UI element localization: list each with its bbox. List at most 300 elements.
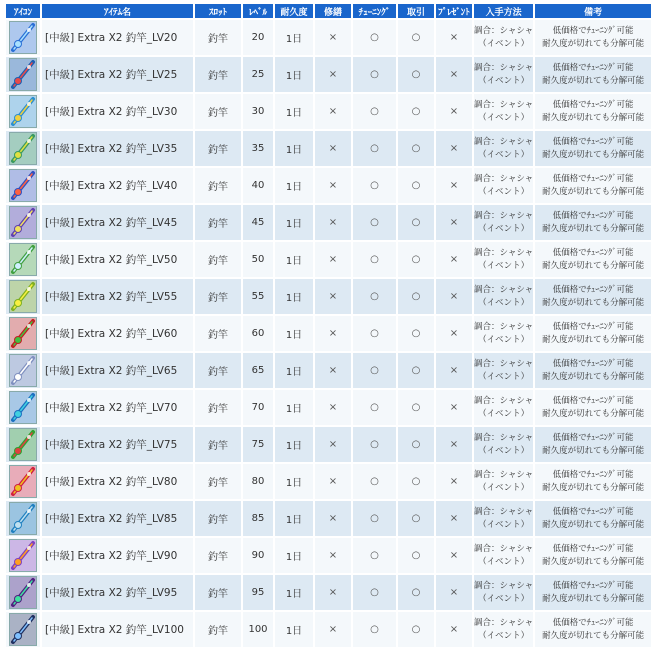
item-level: 70 <box>243 390 273 425</box>
item-remarks <box>535 427 651 462</box>
remark-tuning: 低価格でﾁｭｰﾆﾝｸﾞ可能 <box>552 25 634 36</box>
item-trade: ○ <box>398 94 434 129</box>
obtain-note: （イベント） <box>478 186 530 197</box>
remark-disassemble: 耐久度が切れても分解可能 <box>542 445 645 456</box>
item-trade: ○ <box>398 168 434 203</box>
item-trade: ○ <box>398 390 434 425</box>
item-tuning: ○ <box>353 316 396 351</box>
fishing-rod-icon <box>9 539 37 572</box>
item-level: 40 <box>243 168 273 203</box>
item-obtain <box>474 390 533 425</box>
item-trade: ○ <box>398 131 434 166</box>
item-present: × <box>436 612 472 647</box>
item-repair: × <box>315 612 351 647</box>
item-name: [中級] Extra X2 釣竿_LV65 <box>42 353 193 388</box>
item-icon-cell <box>6 390 40 425</box>
remark-disassemble: 耐久度が切れても分解可能 <box>542 149 645 160</box>
item-obtain <box>474 575 533 610</box>
obtain-method: 調合：シャシャ <box>474 173 534 184</box>
item-trade: ○ <box>398 538 434 573</box>
item-repair: × <box>315 390 351 425</box>
item-repair: × <box>315 353 351 388</box>
remark-tuning: 低価格でﾁｭｰﾆﾝｸﾞ可能 <box>552 506 634 517</box>
remark-disassemble: 耐久度が切れても分解可能 <box>542 75 645 86</box>
item-name: [中級] Extra X2 釣竿_LV30 <box>42 94 193 129</box>
fishing-rod-icon <box>9 243 37 276</box>
header-durability: 耐久度 <box>275 4 313 18</box>
fishing-rod-icon <box>9 465 37 498</box>
item-level: 50 <box>243 242 273 277</box>
item-durability: 1日 <box>275 501 313 536</box>
item-remarks <box>535 612 651 647</box>
item-present: × <box>436 205 472 240</box>
obtain-note: （イベント） <box>478 260 530 271</box>
item-level: 100 <box>243 612 273 647</box>
obtain-note: （イベント） <box>478 149 530 160</box>
item-present: × <box>436 20 472 55</box>
obtain-note: （イベント） <box>478 223 530 234</box>
item-durability: 1日 <box>275 242 313 277</box>
fishing-rod-icon <box>9 21 37 54</box>
obtain-note: （イベント） <box>478 593 530 604</box>
obtain-note: （イベント） <box>478 482 530 493</box>
item-durability: 1日 <box>275 353 313 388</box>
obtain-method: 調合：シャシャ <box>474 62 534 73</box>
item-tuning: ○ <box>353 131 396 166</box>
item-name: [中級] Extra X2 釣竿_LV100 <box>42 612 193 647</box>
item-trade: ○ <box>398 427 434 462</box>
remark-tuning: 低価格でﾁｭｰﾆﾝｸﾞ可能 <box>552 617 634 628</box>
table-row <box>6 20 651 55</box>
obtain-note: （イベント） <box>478 334 530 345</box>
header-tuning: ﾁｭｰﾆﾝｸﾞ <box>353 4 396 18</box>
item-tuning: ○ <box>353 427 396 462</box>
item-obtain <box>474 131 533 166</box>
item-repair: × <box>315 94 351 129</box>
item-level: 55 <box>243 279 273 314</box>
item-tuning: ○ <box>353 464 396 499</box>
item-name: [中級] Extra X2 釣竿_LV50 <box>42 242 193 277</box>
item-slot: 釣竿 <box>195 131 241 166</box>
table-row <box>6 57 651 92</box>
item-name: [中級] Extra X2 釣竿_LV45 <box>42 205 193 240</box>
item-obtain <box>474 94 533 129</box>
item-name: [中級] Extra X2 釣竿_LV35 <box>42 131 193 166</box>
item-present: × <box>436 279 472 314</box>
table-row <box>6 501 651 536</box>
item-obtain <box>474 242 533 277</box>
table-header-row <box>6 4 651 18</box>
item-tuning: ○ <box>353 205 396 240</box>
item-name: [中級] Extra X2 釣竿_LV25 <box>42 57 193 92</box>
item-slot: 釣竿 <box>195 279 241 314</box>
item-slot: 釣竿 <box>195 501 241 536</box>
item-obtain <box>474 501 533 536</box>
item-slot: 釣竿 <box>195 612 241 647</box>
table-row <box>6 390 651 425</box>
table-row <box>6 353 651 388</box>
remark-disassemble: 耐久度が切れても分解可能 <box>542 297 645 308</box>
item-trade: ○ <box>398 575 434 610</box>
item-tuning: ○ <box>353 57 396 92</box>
fishing-rod-icon <box>9 428 37 461</box>
item-obtain <box>474 205 533 240</box>
fishing-rod-icon <box>9 576 37 609</box>
item-present: × <box>436 316 472 351</box>
item-slot: 釣竿 <box>195 538 241 573</box>
fishing-rod-icon <box>9 95 37 128</box>
item-remarks <box>535 131 651 166</box>
remark-disassemble: 耐久度が切れても分解可能 <box>542 630 645 641</box>
remark-tuning: 低価格でﾁｭｰﾆﾝｸﾞ可能 <box>552 210 634 221</box>
item-level: 60 <box>243 316 273 351</box>
item-obtain <box>474 538 533 573</box>
fishing-rod-icon <box>9 354 37 387</box>
item-tuning: ○ <box>353 279 396 314</box>
fishing-rod-icon <box>9 132 37 165</box>
item-present: × <box>436 131 472 166</box>
item-trade: ○ <box>398 501 434 536</box>
item-name: [中級] Extra X2 釣竿_LV20 <box>42 20 193 55</box>
item-durability: 1日 <box>275 390 313 425</box>
item-slot: 釣竿 <box>195 205 241 240</box>
item-remarks <box>535 501 651 536</box>
header-obtain: 入手方法 <box>474 4 533 18</box>
obtain-method: 調合：シャシャ <box>474 543 534 554</box>
table-row <box>6 242 651 277</box>
table-row <box>6 427 651 462</box>
item-name: [中級] Extra X2 釣竿_LV80 <box>42 464 193 499</box>
item-slot: 釣竿 <box>195 353 241 388</box>
item-remarks <box>535 390 651 425</box>
item-level: 85 <box>243 501 273 536</box>
item-trade: ○ <box>398 612 434 647</box>
fishing-rod-icon <box>9 391 37 424</box>
remark-disassemble: 耐久度が切れても分解可能 <box>542 38 645 49</box>
item-level: 35 <box>243 131 273 166</box>
item-icon-cell <box>6 279 40 314</box>
remark-disassemble: 耐久度が切れても分解可能 <box>542 112 645 123</box>
obtain-method: 調合：シャシャ <box>474 432 534 443</box>
item-present: × <box>436 57 472 92</box>
item-trade: ○ <box>398 242 434 277</box>
item-obtain <box>474 464 533 499</box>
item-obtain <box>474 427 533 462</box>
obtain-method: 調合：シャシャ <box>474 284 534 295</box>
item-repair: × <box>315 131 351 166</box>
remark-disassemble: 耐久度が切れても分解可能 <box>542 334 645 345</box>
obtain-note: （イベント） <box>478 408 530 419</box>
item-slot: 釣竿 <box>195 242 241 277</box>
item-repair: × <box>315 575 351 610</box>
table-row <box>6 279 651 314</box>
item-repair: × <box>315 20 351 55</box>
item-durability: 1日 <box>275 94 313 129</box>
item-icon-cell <box>6 131 40 166</box>
item-level: 45 <box>243 205 273 240</box>
item-icon-cell <box>6 612 40 647</box>
item-slot: 釣竿 <box>195 427 241 462</box>
item-trade: ○ <box>398 464 434 499</box>
item-level: 30 <box>243 94 273 129</box>
item-remarks <box>535 168 651 203</box>
fishing-rod-icon <box>9 169 37 202</box>
item-trade: ○ <box>398 205 434 240</box>
table-row <box>6 168 651 203</box>
remark-tuning: 低価格でﾁｭｰﾆﾝｸﾞ可能 <box>552 247 634 258</box>
item-remarks <box>535 538 651 573</box>
item-level: 95 <box>243 575 273 610</box>
obtain-method: 調合：シャシャ <box>474 247 534 258</box>
item-present: × <box>436 501 472 536</box>
item-slot: 釣竿 <box>195 94 241 129</box>
obtain-note: （イベント） <box>478 556 530 567</box>
remark-disassemble: 耐久度が切れても分解可能 <box>542 371 645 382</box>
item-remarks <box>535 20 651 55</box>
obtain-method: 調合：シャシャ <box>474 321 534 332</box>
remark-tuning: 低価格でﾁｭｰﾆﾝｸﾞ可能 <box>552 321 634 332</box>
table-row <box>6 131 651 166</box>
remark-tuning: 低価格でﾁｭｰﾆﾝｸﾞ可能 <box>552 173 634 184</box>
item-slot: 釣竿 <box>195 316 241 351</box>
fishing-rod-icon <box>9 613 37 646</box>
item-name: [中級] Extra X2 釣竿_LV40 <box>42 168 193 203</box>
remark-tuning: 低価格でﾁｭｰﾆﾝｸﾞ可能 <box>552 136 634 147</box>
item-durability: 1日 <box>275 57 313 92</box>
item-repair: × <box>315 464 351 499</box>
item-trade: ○ <box>398 57 434 92</box>
item-slot: 釣竿 <box>195 168 241 203</box>
table-row <box>6 205 651 240</box>
item-tuning: ○ <box>353 575 396 610</box>
obtain-method: 調合：シャシャ <box>474 358 534 369</box>
item-remarks <box>535 353 651 388</box>
item-icon-cell <box>6 501 40 536</box>
item-tuning: ○ <box>353 501 396 536</box>
item-durability: 1日 <box>275 427 313 462</box>
item-repair: × <box>315 279 351 314</box>
item-table <box>4 2 653 649</box>
item-level: 65 <box>243 353 273 388</box>
item-name: [中級] Extra X2 釣竿_LV90 <box>42 538 193 573</box>
item-icon-cell <box>6 464 40 499</box>
item-level: 25 <box>243 57 273 92</box>
item-slot: 釣竿 <box>195 57 241 92</box>
table-row <box>6 538 651 573</box>
item-present: × <box>436 168 472 203</box>
table-row <box>6 316 651 351</box>
item-obtain <box>474 57 533 92</box>
item-present: × <box>436 353 472 388</box>
item-repair: × <box>315 242 351 277</box>
header-repair: 修繕 <box>315 4 351 18</box>
fishing-rod-icon <box>9 206 37 239</box>
item-icon-cell <box>6 575 40 610</box>
table-row <box>6 94 651 129</box>
item-slot: 釣竿 <box>195 575 241 610</box>
item-repair: × <box>315 501 351 536</box>
obtain-note: （イベント） <box>478 38 530 49</box>
item-level: 20 <box>243 20 273 55</box>
item-durability: 1日 <box>275 20 313 55</box>
item-tuning: ○ <box>353 538 396 573</box>
obtain-method: 調合：シャシャ <box>474 506 534 517</box>
obtain-method: 調合：シャシャ <box>474 136 534 147</box>
header-name: ｱｲﾃﾑ名 <box>42 4 193 18</box>
remark-disassemble: 耐久度が切れても分解可能 <box>542 519 645 530</box>
remark-disassemble: 耐久度が切れても分解可能 <box>542 593 645 604</box>
fishing-rod-icon <box>9 502 37 535</box>
item-slot: 釣竿 <box>195 20 241 55</box>
obtain-method: 調合：シャシャ <box>474 25 534 36</box>
item-icon-cell <box>6 168 40 203</box>
item-level: 75 <box>243 427 273 462</box>
item-tuning: ○ <box>353 20 396 55</box>
item-repair: × <box>315 538 351 573</box>
item-present: × <box>436 575 472 610</box>
item-durability: 1日 <box>275 575 313 610</box>
item-durability: 1日 <box>275 316 313 351</box>
header-icon: ｱｲｺﾝ <box>6 4 40 18</box>
item-remarks <box>535 57 651 92</box>
item-repair: × <box>315 57 351 92</box>
remark-disassemble: 耐久度が切れても分解可能 <box>542 260 645 271</box>
fishing-rod-icon <box>9 58 37 91</box>
item-repair: × <box>315 168 351 203</box>
header-slot: ｽﾛｯﾄ <box>195 4 241 18</box>
item-present: × <box>436 390 472 425</box>
item-present: × <box>436 464 472 499</box>
item-repair: × <box>315 205 351 240</box>
obtain-note: （イベント） <box>478 75 530 86</box>
item-durability: 1日 <box>275 205 313 240</box>
item-icon-cell <box>6 205 40 240</box>
item-slot: 釣竿 <box>195 390 241 425</box>
item-remarks <box>535 316 651 351</box>
item-durability: 1日 <box>275 168 313 203</box>
obtain-method: 調合：シャシャ <box>474 395 534 406</box>
obtain-method: 調合：シャシャ <box>474 580 534 591</box>
obtain-note: （イベント） <box>478 112 530 123</box>
item-trade: ○ <box>398 20 434 55</box>
item-obtain <box>474 316 533 351</box>
remark-tuning: 低価格でﾁｭｰﾆﾝｸﾞ可能 <box>552 358 634 369</box>
item-slot: 釣竿 <box>195 464 241 499</box>
item-icon-cell <box>6 242 40 277</box>
item-icon-cell <box>6 538 40 573</box>
remark-tuning: 低価格でﾁｭｰﾆﾝｸﾞ可能 <box>552 284 634 295</box>
remark-tuning: 低価格でﾁｭｰﾆﾝｸﾞ可能 <box>552 395 634 406</box>
item-name: [中級] Extra X2 釣竿_LV70 <box>42 390 193 425</box>
item-icon-cell <box>6 57 40 92</box>
item-tuning: ○ <box>353 612 396 647</box>
item-remarks <box>535 94 651 129</box>
fishing-rod-icon <box>9 317 37 350</box>
table-row <box>6 575 651 610</box>
remark-tuning: 低価格でﾁｭｰﾆﾝｸﾞ可能 <box>552 543 634 554</box>
obtain-note: （イベント） <box>478 630 530 641</box>
item-tuning: ○ <box>353 94 396 129</box>
item-icon-cell <box>6 20 40 55</box>
item-durability: 1日 <box>275 538 313 573</box>
item-icon-cell <box>6 94 40 129</box>
item-remarks <box>535 464 651 499</box>
item-remarks <box>535 279 651 314</box>
item-icon-cell <box>6 353 40 388</box>
table-row <box>6 464 651 499</box>
obtain-note: （イベント） <box>478 519 530 530</box>
item-level: 80 <box>243 464 273 499</box>
table-row <box>6 612 651 647</box>
item-tuning: ○ <box>353 168 396 203</box>
item-durability: 1日 <box>275 612 313 647</box>
obtain-method: 調合：シャシャ <box>474 99 534 110</box>
header-level: ﾚﾍﾞﾙ <box>243 4 273 18</box>
remark-disassemble: 耐久度が切れても分解可能 <box>542 223 645 234</box>
obtain-method: 調合：シャシャ <box>474 469 534 480</box>
fishing-rod-icon <box>9 280 37 313</box>
item-remarks <box>535 242 651 277</box>
item-present: × <box>436 94 472 129</box>
item-trade: ○ <box>398 316 434 351</box>
remark-disassemble: 耐久度が切れても分解可能 <box>542 482 645 493</box>
obtain-note: （イベント） <box>478 445 530 456</box>
item-trade: ○ <box>398 279 434 314</box>
item-tuning: ○ <box>353 390 396 425</box>
item-obtain <box>474 279 533 314</box>
remark-tuning: 低価格でﾁｭｰﾆﾝｸﾞ可能 <box>552 469 634 480</box>
header-trade: 取引 <box>398 4 434 18</box>
remark-tuning: 低価格でﾁｭｰﾆﾝｸﾞ可能 <box>552 62 634 73</box>
header-present: ﾌﾟﾚｾﾞﾝﾄ <box>436 4 472 18</box>
item-tuning: ○ <box>353 353 396 388</box>
obtain-method: 調合：シャシャ <box>474 210 534 221</box>
item-name: [中級] Extra X2 釣竿_LV85 <box>42 501 193 536</box>
item-durability: 1日 <box>275 131 313 166</box>
item-obtain <box>474 20 533 55</box>
item-remarks <box>535 575 651 610</box>
item-name: [中級] Extra X2 釣竿_LV55 <box>42 279 193 314</box>
item-level: 90 <box>243 538 273 573</box>
item-present: × <box>436 538 472 573</box>
item-obtain <box>474 168 533 203</box>
obtain-note: （イベント） <box>478 297 530 308</box>
item-repair: × <box>315 316 351 351</box>
item-name: [中級] Extra X2 釣竿_LV60 <box>42 316 193 351</box>
item-obtain <box>474 612 533 647</box>
item-repair: × <box>315 427 351 462</box>
remark-tuning: 低価格でﾁｭｰﾆﾝｸﾞ可能 <box>552 432 634 443</box>
item-remarks <box>535 205 651 240</box>
obtain-method: 調合：シャシャ <box>474 617 534 628</box>
item-durability: 1日 <box>275 464 313 499</box>
item-durability: 1日 <box>275 279 313 314</box>
item-name: [中級] Extra X2 釣竿_LV75 <box>42 427 193 462</box>
item-present: × <box>436 427 472 462</box>
remark-tuning: 低価格でﾁｭｰﾆﾝｸﾞ可能 <box>552 99 634 110</box>
item-icon-cell <box>6 427 40 462</box>
remark-tuning: 低価格でﾁｭｰﾆﾝｸﾞ可能 <box>552 580 634 591</box>
obtain-note: （イベント） <box>478 371 530 382</box>
item-present: × <box>436 242 472 277</box>
item-tuning: ○ <box>353 242 396 277</box>
item-trade: ○ <box>398 353 434 388</box>
item-icon-cell <box>6 316 40 351</box>
remark-disassemble: 耐久度が切れても分解可能 <box>542 408 645 419</box>
remark-disassemble: 耐久度が切れても分解可能 <box>542 186 645 197</box>
item-name: [中級] Extra X2 釣竿_LV95 <box>42 575 193 610</box>
remark-disassemble: 耐久度が切れても分解可能 <box>542 556 645 567</box>
